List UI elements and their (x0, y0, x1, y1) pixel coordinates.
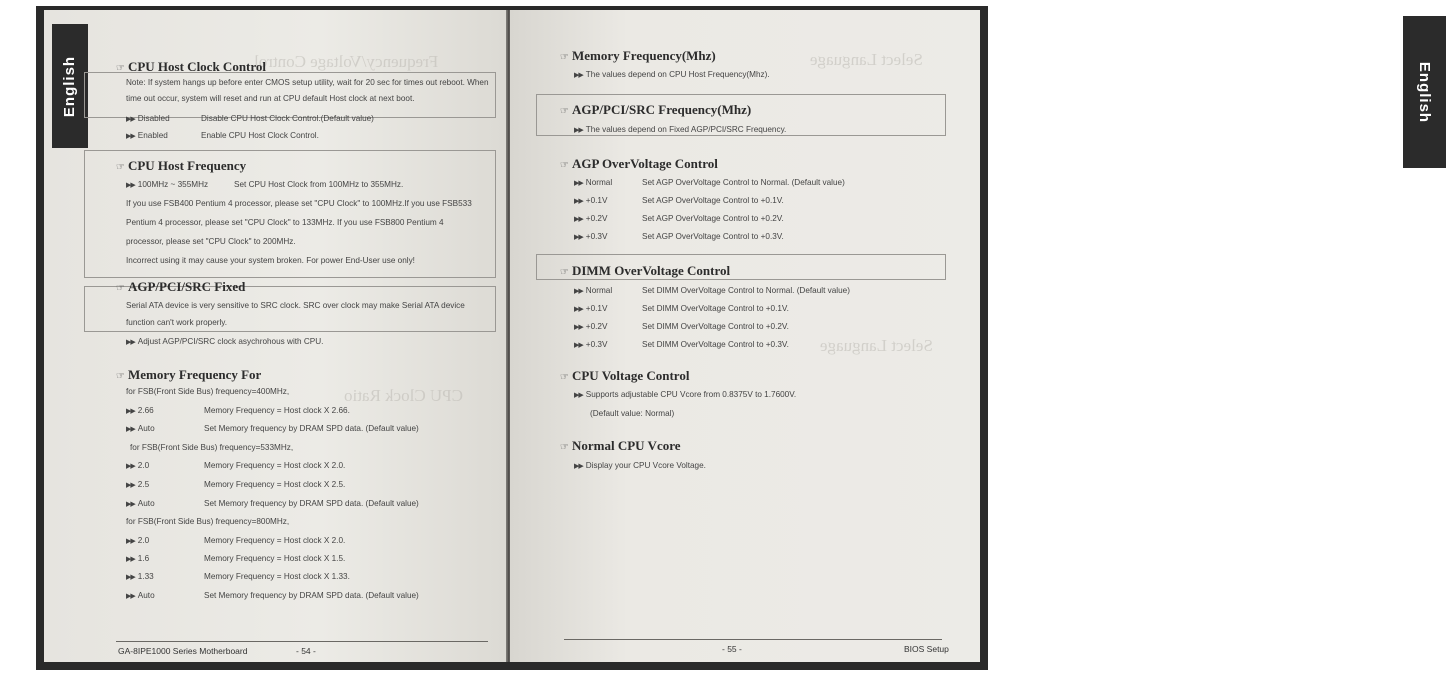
option-name: ▶▶ +0.1V (574, 304, 608, 313)
default-value-text: (Default value: Normal) (590, 409, 675, 418)
bullet-icon: ▶▶ (126, 573, 135, 581)
pointer-icon: ☞ (560, 442, 569, 453)
option-name: ▶▶ Normal (574, 286, 613, 295)
option-name: ▶▶ Enabled (126, 131, 168, 140)
pointer-icon: ☞ (116, 162, 125, 173)
bleed-through-heading: Select Language (810, 50, 923, 69)
section-title-normal-cpu-vcore: ☞ Normal CPU Vcore (560, 438, 681, 453)
option-desc: Set CPU Host Clock from 100MHz to 355MHz. (234, 180, 404, 189)
open-manual (36, 6, 1434, 670)
bullet-icon: ▶▶ (126, 500, 135, 508)
pointer-icon: ☞ (560, 267, 569, 278)
bullet-icon: ▶▶ (574, 126, 583, 134)
bullet-icon: ▶▶ (574, 179, 583, 187)
option-name: ▶▶ +0.2V (574, 322, 608, 331)
footer-rule (116, 641, 488, 642)
option-name: ▶▶ Disabled (126, 114, 170, 123)
footer-model: GA-8IPE1000 Series Motherboard (118, 646, 248, 656)
option-desc: Memory Frequency = Host clock X 1.33. (204, 572, 350, 581)
bullet-icon: ▶▶ (126, 115, 135, 123)
note-text: time out occur, system will reset and run at CPU default Host clock at next boot. (126, 94, 415, 103)
option-name: ▶▶ Auto (126, 591, 155, 600)
bullet-icon: ▶▶ (574, 391, 583, 399)
language-tab: English (1403, 16, 1446, 168)
right-page (510, 10, 1434, 662)
option-name: ▶▶ +0.2V (574, 214, 608, 223)
bullet-icon: ▶▶ (126, 592, 135, 600)
option-item: ▶▶ Display your CPU Vcore Voltage. (574, 461, 706, 470)
body-text: Pentium 4 processor, please set "CPU Clock" to 133MHz. If you use FSB800 Pentium 4 (126, 218, 444, 227)
option-name: ▶▶ 2.0 (126, 461, 150, 470)
bullet-icon: ▶▶ (574, 462, 583, 470)
bullet-icon: ▶▶ (126, 407, 135, 415)
pointer-icon: ☞ (116, 371, 125, 382)
option-name: ▶▶ 2.0 (126, 536, 150, 545)
section-title-memory-frequency: ☞ Memory Frequency(Mhz) (560, 48, 716, 63)
option-desc: Set DIMM OverVoltage Control to +0.1V. (642, 304, 789, 313)
body-text: processor, please set "CPU Clock" to 200MHz. (126, 237, 296, 246)
option-desc: Memory Frequency = Host clock X 2.0. (204, 461, 346, 470)
option-name: ▶▶ 2.5 (126, 480, 150, 489)
option-name: ▶▶ +0.3V (574, 232, 608, 241)
option-item: ▶▶ The values depend on Fixed AGP/PCI/SRC Frequency. (574, 125, 787, 134)
option-name: ▶▶ 2.66 (126, 406, 154, 415)
option-desc: Memory Frequency = Host clock X 1.5. (204, 554, 346, 563)
bullet-icon: ▶▶ (126, 462, 135, 470)
bleed-through-heading: Frequency/Voltage Control (254, 52, 439, 71)
option-desc: Memory Frequency = Host clock X 2.0. (204, 536, 346, 545)
group-heading: for FSB(Front Side Bus) frequency=400MHz, (126, 387, 290, 396)
section-title-cpu-voltage-control: ☞ CPU Voltage Control (560, 368, 690, 383)
body-text: Incorrect using it may cause your system broken. For power End-User use only! (126, 256, 415, 265)
section-title-cpu-host-clock-control: ☞ CPU Host Clock Control (116, 59, 267, 74)
footer-section: BIOS Setup (904, 644, 949, 654)
bullet-icon: ▶▶ (574, 233, 583, 241)
option-desc: Set AGP OverVoltage Control to +0.2V. (642, 214, 784, 223)
note-text: Note: If system hangs up before enter CMOS setup utility, wait for 20 sec for times out reboot. When (126, 78, 489, 87)
bullet-icon: ▶▶ (126, 481, 135, 489)
bullet-icon: ▶▶ (574, 341, 583, 349)
option-desc: Set AGP OverVoltage Control to Normal. (Default value) (642, 178, 845, 187)
bullet-icon: ▶▶ (126, 132, 135, 140)
pointer-icon: ☞ (560, 160, 569, 171)
bullet-icon: ▶▶ (574, 305, 583, 313)
pointer-icon: ☞ (560, 52, 569, 63)
option-desc: Set DIMM OverVoltage Control to Normal. (Default value) (642, 286, 850, 295)
option-name: ▶▶ Normal (574, 178, 613, 187)
pointer-icon: ☞ (116, 63, 125, 74)
section-title-dimm-overvoltage: ☞ DIMM OverVoltage Control (560, 263, 731, 278)
bleed-through-heading: Select Language (820, 336, 933, 355)
option-desc: Memory Frequency = Host clock X 2.66. (204, 406, 350, 415)
option-desc: Set DIMM OverVoltage Control to +0.3V. (642, 340, 789, 349)
section-title-memory-frequency-for: ☞ Memory Frequency For (116, 367, 262, 382)
option-item: ▶▶ Supports adjustable CPU Vcore from 0.8375V to 1.7600V. (574, 390, 797, 399)
option-name: ▶▶ 100MHz ~ 355MHz (126, 180, 209, 189)
bullet-icon: ▶▶ (126, 425, 135, 433)
option-name: ▶▶ +0.3V (574, 340, 608, 349)
option-desc: Set DIMM OverVoltage Control to +0.2V. (642, 322, 789, 331)
note-text: Serial ATA device is very sensitive to SRC clock. SRC over clock may make Serial ATA device (126, 301, 465, 310)
note-text: function can't work properly. (126, 318, 228, 327)
section-title-cpu-host-frequency: ☞ CPU Host Frequency (116, 158, 247, 173)
bullet-icon: ▶▶ (126, 181, 135, 189)
option-desc: Set Memory frequency by DRAM SPD data. (Default value) (204, 424, 419, 433)
option-name: ▶▶ Auto (126, 424, 155, 433)
bullet-icon: ▶▶ (574, 71, 583, 79)
footer-rule (564, 639, 942, 640)
page-number: - 54 - (296, 646, 316, 656)
bullet-icon: ▶▶ (574, 323, 583, 331)
section-title-agp-pci-src-frequency: ☞ AGP/PCI/SRC Frequency(Mhz) (560, 102, 752, 117)
option-desc: Enable CPU Host Clock Control. (201, 131, 319, 140)
bullet-icon: ▶▶ (574, 197, 583, 205)
option-name: ▶▶ 1.33 (126, 572, 154, 581)
option-desc: Set AGP OverVoltage Control to +0.3V. (642, 232, 784, 241)
option-name: ▶▶ Auto (126, 499, 155, 508)
bullet-icon: ▶▶ (574, 215, 583, 223)
group-heading: for FSB(Front Side Bus) frequency=800MHz, (126, 517, 290, 526)
page-number: - 55 - (722, 644, 742, 654)
bullet-icon: ▶▶ (126, 555, 135, 563)
option-desc: Disable CPU Host Clock Control.(Default value) (201, 114, 374, 123)
bleed-through-heading: CPU Clock Ratio (344, 386, 464, 405)
option-name: ▶▶ 1.6 (126, 554, 150, 563)
option-desc: Set Memory frequency by DRAM SPD data. (Default value) (204, 591, 419, 600)
option-desc: Set AGP OverVoltage Control to +0.1V. (642, 196, 784, 205)
left-page (44, 10, 506, 662)
language-tab: English (52, 24, 88, 148)
bullet-icon: ▶▶ (126, 537, 135, 545)
pointer-icon: ☞ (560, 372, 569, 383)
option-item: ▶▶ Adjust AGP/PCI/SRC clock asychrohous with CPU. (126, 337, 324, 346)
bullet-icon: ▶▶ (126, 338, 135, 346)
group-heading: for FSB(Front Side Bus) frequency=533MHz, (130, 443, 294, 452)
option-name: ▶▶ +0.1V (574, 196, 608, 205)
pointer-icon: ☞ (116, 283, 125, 294)
section-title-agp-pci-src-fixed: ☞ AGP/PCI/SRC Fixed (116, 279, 246, 294)
option-desc: Memory Frequency = Host clock X 2.5. (204, 480, 346, 489)
body-text: If you use FSB400 Pentium 4 processor, please set "CPU Clock" to 100MHz.If you use FSB533 (126, 199, 472, 208)
section-title-agp-overvoltage: ☞ AGP OverVoltage Control (560, 156, 718, 171)
option-desc: Set Memory frequency by DRAM SPD data. (Default value) (204, 499, 419, 508)
bullet-icon: ▶▶ (574, 287, 583, 295)
option-item: ▶▶ The values depend on CPU Host Frequency(Mhz). (574, 70, 770, 79)
pointer-icon: ☞ (560, 106, 569, 117)
